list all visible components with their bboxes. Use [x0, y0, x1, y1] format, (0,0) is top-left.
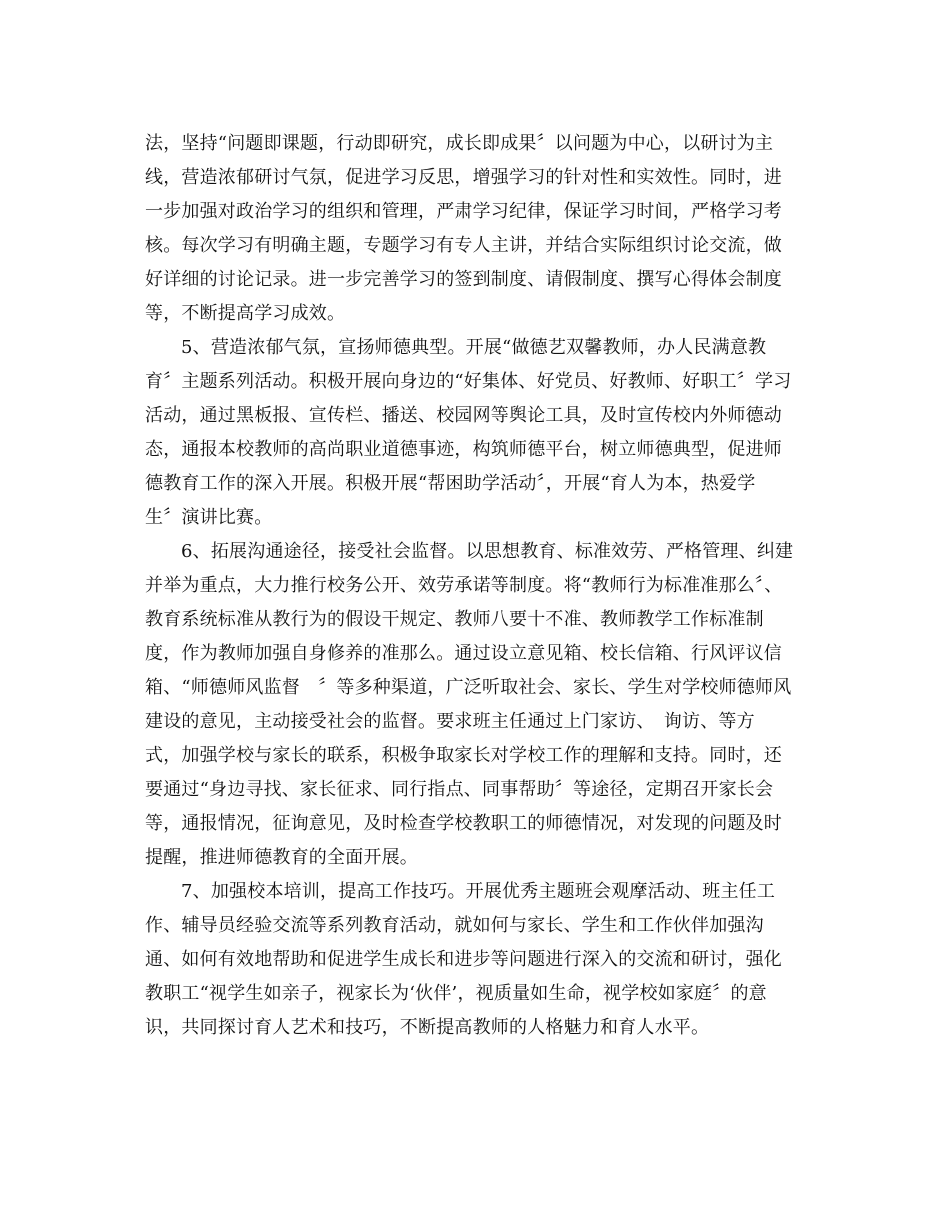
text-line: 通、如何有效地帮助和促进学生成长和进步等问题进行深入的交流和研讨，强化	[145, 949, 782, 970]
text-line: 生〞演讲比赛。	[145, 507, 273, 528]
text-line: 等，不断提高学习成效。	[145, 303, 346, 324]
text-line: 一步加强对政治学习的组织和管理，严肃学习纪律，保证学习时间，严格学习考	[145, 201, 782, 222]
text-line: 提醒，推进师德教育的全面开展。	[145, 847, 418, 868]
text-line: 式，加强学校与家长的联系，积极争取家长对学校工作的理解和支持。同时，还	[145, 745, 782, 766]
paragraph-6-first-line: 6、拓展沟通途径，接受社会监督。以思想教育、标准效劳、严格管理、纠建	[181, 541, 794, 562]
text-line: 作、辅导员经验交流等系列教育活动，就如何与家长、学生和工作伙伴加强沟	[145, 915, 764, 936]
text-line: 度，作为教师加强自身修养的准那么。通过设立意见箱、校长信箱、行风评议信	[145, 643, 782, 664]
text-line: 教育系统标准从教行为的假设干规定、教师八要十不准、教师教学工作标准制	[145, 609, 764, 630]
text-line: 法，坚持“问题即课题，行动即研究，成长即成果〞以问题为中心，以研讨为主	[145, 133, 774, 154]
text-line: 线，营造浓郁研讨气氛，促进学习反思，增强学习的针对性和实效性。同时，进	[145, 167, 782, 188]
text-line: 育〞主题系列活动。积极开展向身边的“好集体、好党员、好教师、好职工〞学习	[145, 371, 792, 392]
text-line: 要通过“身边寻找、家长征求、同行指点、同事帮助〞等途径，定期召开家长会	[145, 779, 774, 800]
text-line: 德教育工作的深入开展。积极开展“帮困助学活动〞，开展“育人为本，热爱学	[145, 473, 756, 494]
text-line: 态，通报本校教师的高尚职业道德事迹，构筑师德平台，树立师德典型，促进师	[145, 439, 782, 460]
text-line: 核。每次学习有明确主题，专题学习有专人主讲，并结合实际组织讨论交流，做	[145, 235, 782, 256]
text-line: 活动，通过黑板报、宣传栏、播送、校园网等舆论工具，及时宣传校内外师德动	[145, 405, 782, 426]
text-line: 箱、“师德师风监督 〞等多种渠道，广泛听取社会、家长、学生对学校师德师风	[145, 677, 792, 698]
text-line: 并举为重点，大力推行校务公开、效劳承诺等制度。将“教师行为标准准那么〞、	[145, 575, 783, 596]
text-line: 等，通报情况，征询意见，及时检查学校教职工的师德情况，对发现的问题及时	[145, 813, 782, 834]
paragraph-5-first-line: 5、营造浓郁气氛，宣扬师德典型。开展“做德艺双馨教师，办人民满意教	[181, 337, 767, 358]
paragraph-7-first-line: 7、加强校本培训，提高工作技巧。开展优秀主题班会观摩活动、班主任工	[181, 881, 776, 902]
text-line: 好详细的讨论记录。进一步完善学习的签到制度、请假制度、撰写心得体会制度	[145, 269, 782, 290]
text-line: 建设的意见，主动接受社会的监督。要求班主任通过上门家访、 询访、等方	[145, 711, 755, 732]
document-body	[145, 127, 810, 1045]
text-line: 教职工“视学生如亲子，视家长为‘伙伴’，视质量如生命，视学校如家庭〞的意	[145, 983, 767, 1004]
text-line: 识，共同探讨育人艺术和技巧，不断提高教师的人格魅力和育人水平。	[145, 1017, 710, 1038]
